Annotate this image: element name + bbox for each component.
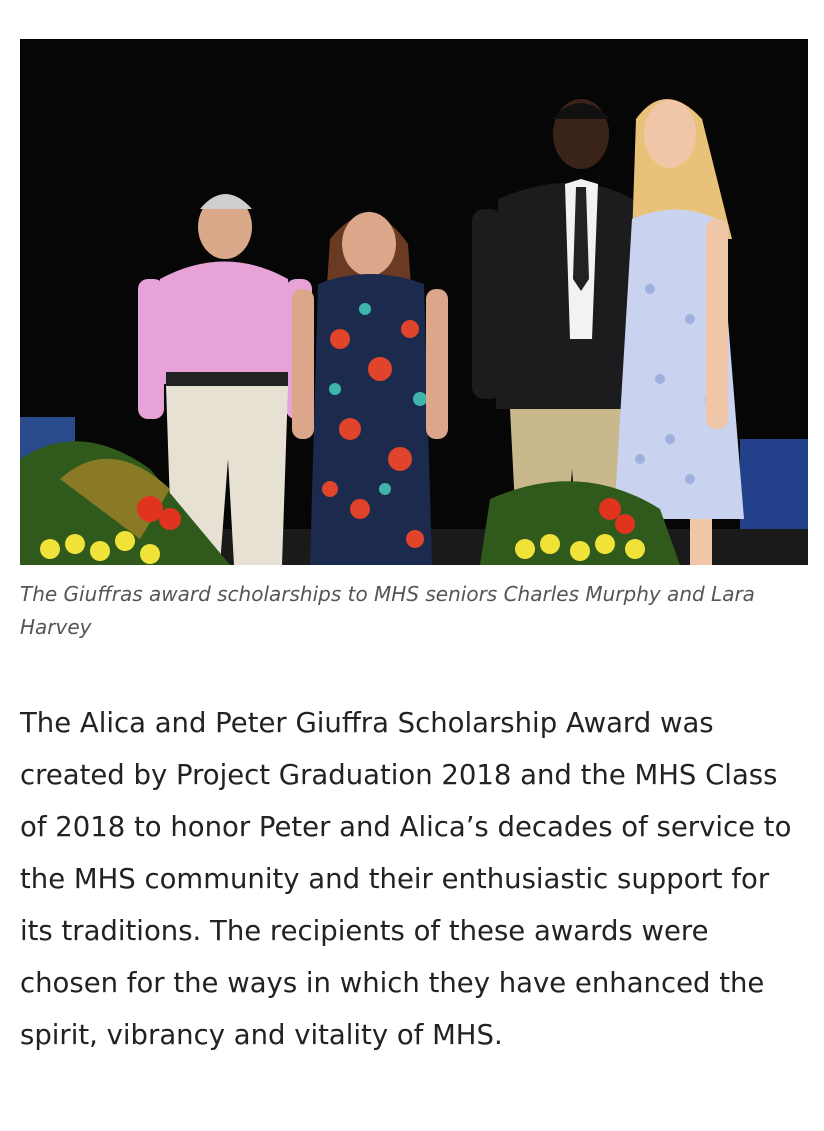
photo-illustration: [20, 39, 808, 565]
article-photo: [20, 39, 808, 565]
article-paragraph: The Alica and Peter Giuffra Scholarship Award was created by Project Graduation 2018 and the MHS Class of 2018 to honor Peter and Alica’s decades of service to the MHS community and their enthusiastic support for its traditions. The recipients of these awards were chosen for the ways in which they have enhanced the spirit, vibrancy and vitality of MHS.: [20, 707, 792, 1051]
photo-caption: The Giuffras award scholarships to MHS seniors Charles Murphy and Lara Harvey: [20, 582, 755, 639]
